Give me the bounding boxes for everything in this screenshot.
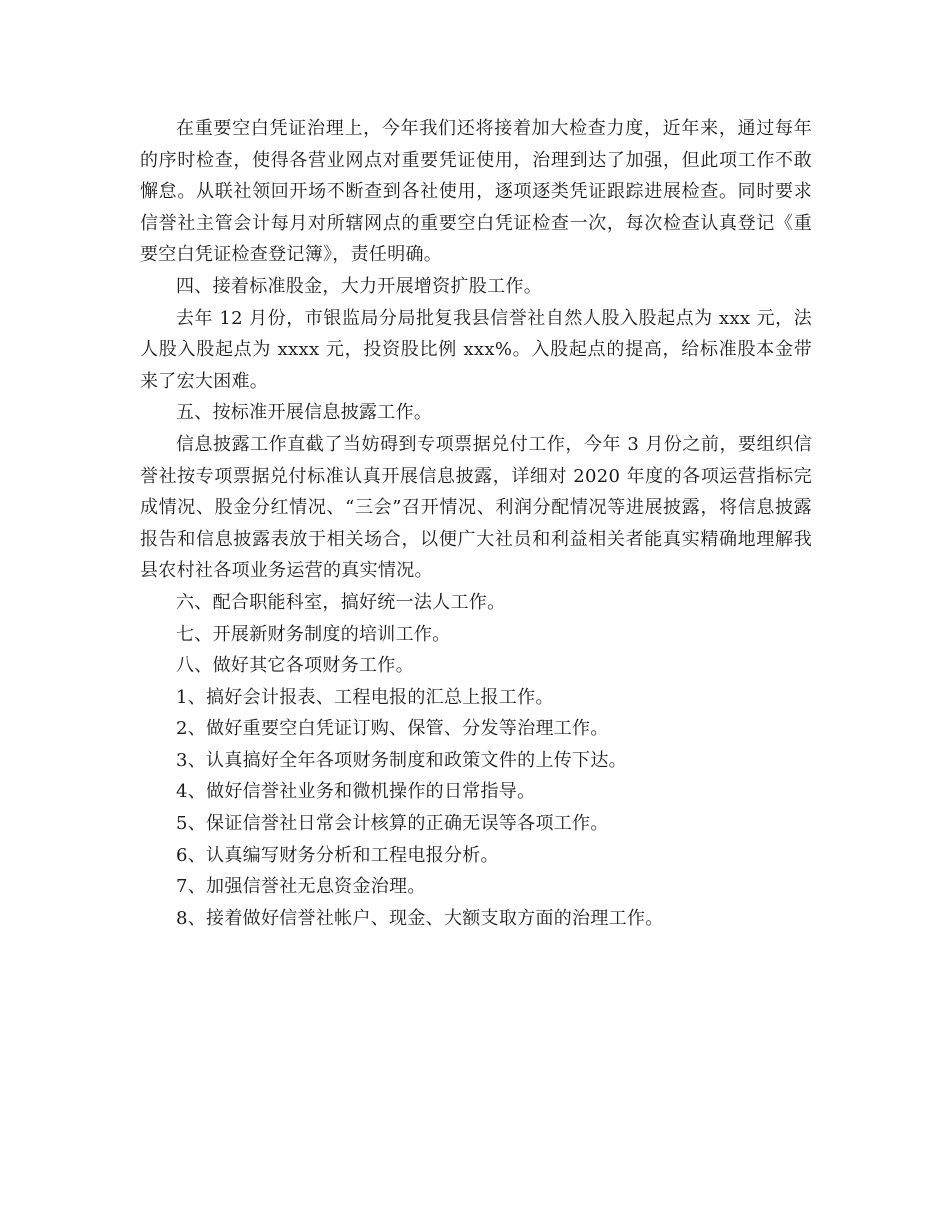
list-item-5: 5、保证信誉社日常会计核算的正确无误等各项工作。 [176, 813, 609, 835]
section-heading-8: 八、做好其它各项财务工作。 [176, 655, 414, 677]
paragraph-information-disclosure: 信息披露工作直截了当妨碍到专项票据兑付工作，今年 3 月份之前，要组织信誉社按专项票据兑付标准认真开展信息披露，详细对 2020 年度的各项运营指标完成情况、股金分红情况、“三会”召开情况、利润分配情况等进展披露，将信息披露报告和信息披露表放于相关场合，以便广大社员和利益相关者能真实精确地理解我县农村社各项业务运营的真实情况。 [140, 433, 812, 582]
section-heading-7: 七、开展新财务制度的培训工作。 [176, 623, 451, 645]
paragraph-blank-voucher-management: 在重要空白凭证治理上，今年我们还将接着加大检查力度，近年来，通过每年的序时检查，使得各营业网点对重要凭证使用，治理到达了加强，但此项工作不敢懈怠。从联社领回开场不断查到各社使用，逐项逐类凭证跟踪进展检查。同时要求信誉社主管会计每月对所辖网点的重要空白凭证检查一次，每次检查认真登记《重要空白凭证检查登记簿》，责任明确。 [140, 118, 812, 266]
document-body [140, 113, 812, 934]
paragraph-share-capital: 去年 12 月份，市银监局分局批复我县信誉社自然人股入股起点为 xxx 元，法人股入股起点为 xxxx 元，投资股比例 xxx%。入股起点的提高，给标准股本金带来了宏大困难。 [140, 307, 812, 392]
section-heading-4: 四、接着标准股金，大力开展增资扩股工作。 [176, 275, 542, 297]
list-item-3: 3、认真搞好全年各项财务制度和政策文件的上传下达。 [176, 749, 627, 771]
section-heading-6: 六、配合职能科室，搞好统一法人工作。 [176, 591, 506, 613]
list-item-2: 2、做好重要空白凭证订购、保管、分发等治理工作。 [176, 718, 609, 740]
list-item-1: 1、搞好会计报表、工程电报的汇总上报工作。 [176, 686, 554, 708]
list-item-4: 4、做好信誉社业务和微机操作的日常指导。 [176, 781, 536, 803]
list-item-6: 6、认真编写财务分析和工程电报分析。 [176, 844, 499, 866]
section-heading-5: 五、按标准开展信息披露工作。 [176, 402, 433, 424]
list-item-7: 7、加强信誉社无息资金治理。 [176, 876, 426, 898]
list-item-8: 8、接着做好信誉社帐户、现金、大额支取方面的治理工作。 [176, 907, 664, 929]
